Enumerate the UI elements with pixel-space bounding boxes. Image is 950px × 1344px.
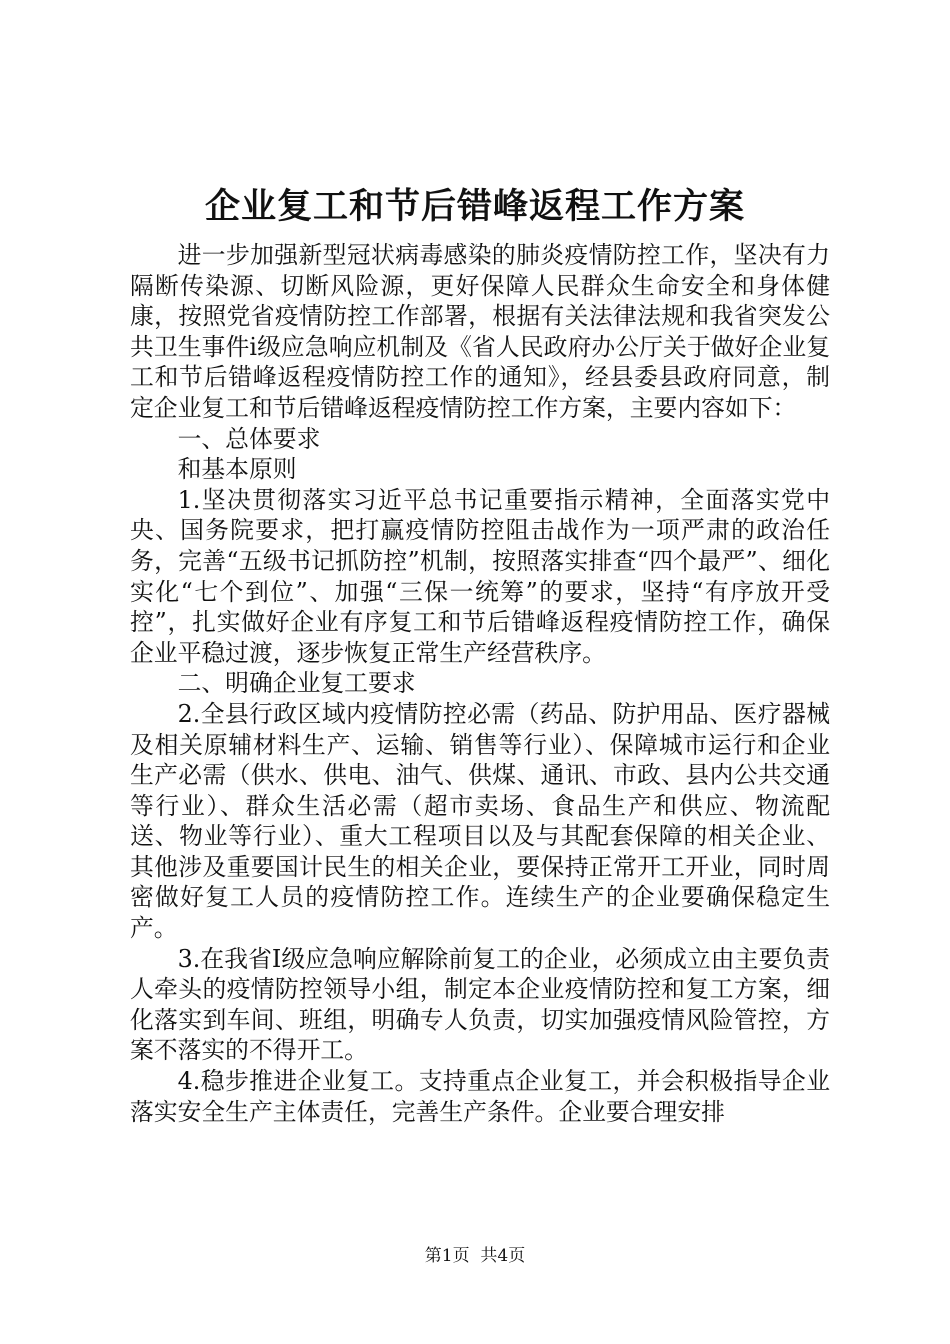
paragraph-item-3: 3.在我省Ⅰ级应急响应解除前复工的企业，必须成立由主要负责人牵头的疫情防控领导小组，制定本企业疫情防控和复工方案，细化落实到车间、班组，明确专人负责，切实加强疫情风险管控，方案不落实的不得开工。 [130, 944, 830, 1065]
paragraph-item-2: 2.全县行政区域内疫情防控必需（药品、防护用品、医疗器械及相关原辅材料生产、运输、销售等行业）、保障城市运行和企业生产必需（供水、供电、油气、供煤、通讯、市政、县内公共交通等行业）、群众生活必需（超市卖场、食品生产和供应、物流配送、物业等行业）、重大工程项目以及与其配套保障的相关企业、其他涉及重要国计民生的相关企业，要保持正常开工开业，同时周密做好复工人员的疫情防控工作。连续生产的企业要确保稳定生产。 [130, 699, 830, 943]
paragraph-intro: 进一步加强新型冠状病毒感染的肺炎疫情防控工作，坚决有力隔断传染源、切断风险源，更好保障人民群众生命安全和身体健康，按照党省疫情防控工作部署，根据有关法律法规和我省突发公共卫生事件ⅰ级应急响应机制及《省人民政府办公厅关于做好企业复工和节后错峰返程疫情防控工作的通知》，经县委县政府同意，制定企业复工和节后错峰返程疫情防控工作方案，主要内容如下： [130, 241, 830, 422]
paragraph-item-4: 4.稳步推进企业复工。支持重点企业复工，并会积极指导企业落实安全生产主体责任，完善生产条件。企业要合理安排 [130, 1067, 830, 1126]
page-number: 第1页 共4页 [424, 1246, 526, 1266]
section-heading-general: 一、总体要求 [177, 424, 321, 453]
page-footer [0, 1244, 950, 1268]
document-title: 企业复工和节后错峰返程工作方案 [204, 186, 745, 227]
document-body [130, 240, 830, 1127]
section-heading-principles: 和基本原则 [177, 455, 297, 484]
paragraph-item-1: 1.坚决贯彻落实习近平总书记重要指示精神，全面落实党中央、国务院要求，把打赢疫情防控阻击战作为一项严肃的政治任务，完善“五级书记抓防控”机制，按照落实排查“四个最严”、细化实化“七个到位”、加强“三保一统筹”的要求，坚持“有序放开受控”，扎实做好企业有序复工和节后错峰返程疫情防控工作，确保企业平稳过渡，逐步恢复正常生产经营秩序。 [130, 485, 830, 667]
section-heading-requirements: 二、明确企业复工要求 [177, 669, 416, 698]
